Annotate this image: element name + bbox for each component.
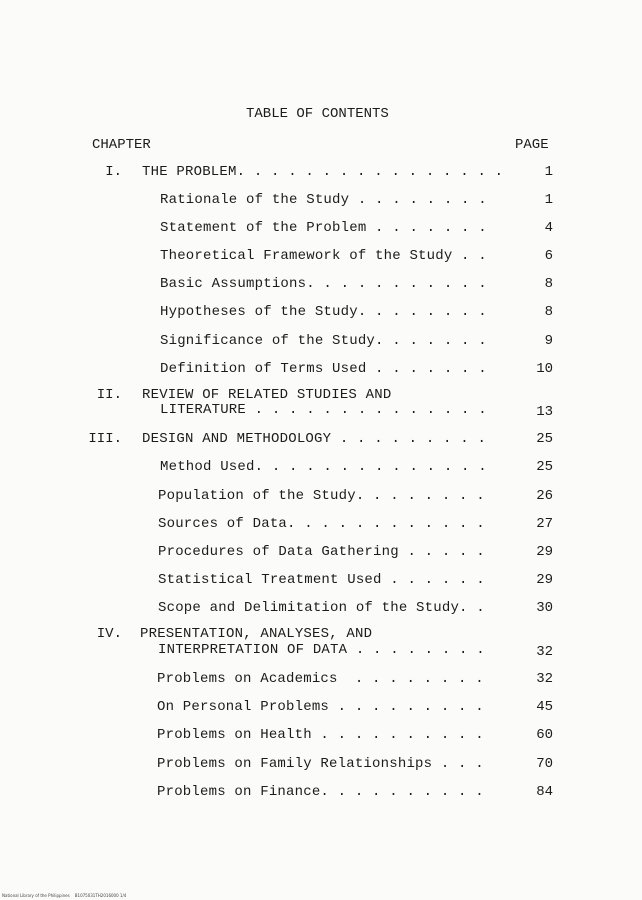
section-page: 30 xyxy=(536,600,553,616)
chapter-column-label: CHAPTER xyxy=(92,137,151,153)
section-page: 25 xyxy=(536,459,553,475)
section-title: Statistical Treatment Used . . . . . . xyxy=(158,572,485,588)
section-page: 4 xyxy=(544,220,553,236)
section-title: Sources of Data. . . . . . . . . . . . xyxy=(158,516,485,532)
toc-title: TABLE OF CONTENTS xyxy=(246,106,389,122)
chapter-page: 1 xyxy=(544,164,553,180)
chapter-title-continued: INTERPRETATION OF DATA . . . . . . . . xyxy=(158,642,485,658)
section-page: 84 xyxy=(536,784,553,800)
section-title: Population of the Study. . . . . . . . xyxy=(158,488,485,504)
section-title: Theoretical Framework of the Study . . xyxy=(160,248,487,264)
section-title: Rationale of the Study . . . . . . . . xyxy=(160,192,487,208)
section-page: 70 xyxy=(536,756,553,772)
section-page: 8 xyxy=(544,276,553,292)
section-title: Problems on Academics . . . . . . . . xyxy=(157,671,484,687)
page-column-label: PAGE xyxy=(515,137,549,153)
section-title: Method Used. . . . . . . . . . . . . . xyxy=(160,459,487,475)
section-page: 8 xyxy=(544,304,553,320)
section-page: 27 xyxy=(536,516,553,532)
section-title: Basic Assumptions. . . . . . . . . . . xyxy=(160,276,487,292)
section-title: Problems on Health . . . . . . . . . . xyxy=(157,727,484,743)
chapter-page: 25 xyxy=(536,431,553,447)
section-title: Problems on Finance. . . . . . . . . . xyxy=(157,784,484,800)
chapter-title: DESIGN AND METHODOLOGY . . . . . . . . . xyxy=(142,431,487,447)
section-title: Significance of the Study. . . . . . . xyxy=(160,333,487,349)
section-title: Statement of the Problem . . . . . . . xyxy=(160,220,487,236)
chapter-page: 32 xyxy=(536,644,553,660)
chapter-number: IV. xyxy=(96,626,122,642)
chapter-title: PRESENTATION, ANALYSES, AND xyxy=(140,626,373,642)
section-page: 26 xyxy=(536,488,553,504)
chapter-number: I. xyxy=(105,164,122,180)
section-page: 6 xyxy=(544,248,553,264)
section-page: 10 xyxy=(536,361,553,377)
chapter-page: 13 xyxy=(536,404,553,420)
section-title: On Personal Problems . . . . . . . . . xyxy=(157,699,484,715)
chapter-title-continued: LITERATURE . . . . . . . . . . . . . . xyxy=(160,402,487,418)
chapter-title: REVIEW OF RELATED STUDIES AND xyxy=(142,387,392,403)
chapter-number: II. xyxy=(96,387,122,403)
section-page: 60 xyxy=(536,727,553,743)
archive-footer: National Library of the Philippines B1075031TH2016000 1/4 xyxy=(2,893,127,898)
section-page: 45 xyxy=(536,699,553,715)
section-title: Scope and Delimitation of the Study. . xyxy=(158,600,485,616)
chapter-number: III. xyxy=(88,431,122,447)
section-title: Definition of Terms Used . . . . . . . xyxy=(160,361,487,377)
section-page: 1 xyxy=(544,192,553,208)
section-title: Hypotheses of the Study. . . . . . . . xyxy=(160,304,487,320)
section-page: 32 xyxy=(536,671,553,687)
chapter-title: THE PROBLEM. . . . . . . . . . . . . . . . xyxy=(142,164,504,180)
section-title: Problems on Family Relationships . . . xyxy=(157,756,484,772)
section-page: 29 xyxy=(536,544,553,560)
section-title: Procedures of Data Gathering . . . . . xyxy=(158,544,485,560)
section-page: 29 xyxy=(536,572,553,588)
section-page: 9 xyxy=(544,333,553,349)
